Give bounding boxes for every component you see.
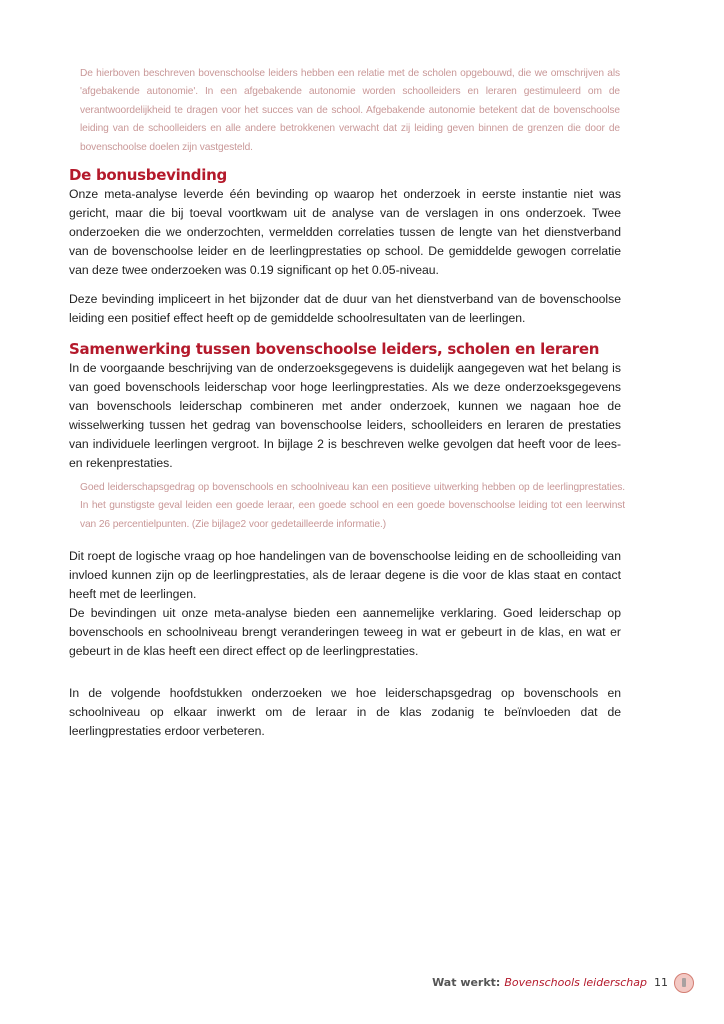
paragraph-text: De bevindingen uit onze meta-analyse bieden een aannemelijke verklaring. Goed leiderschap op bovenschools en schoolniveau brengt veranderingen teweeg in wat er gebeurt in de klas, en wat er gebeurt in de klas heeft een direct effect op de leerlingprestaties. (69, 605, 621, 658)
bonus-paragraph-2 (69, 290, 621, 328)
bonus-paragraph-1 (69, 185, 621, 280)
page-footer (432, 976, 668, 989)
paragraph-text: In de voorgaande beschrijving van de onderzoeksgegevens is duidelijk aangegeven wat het belang is van goed bovenschools leiderschap voor hoge leerlingprestaties. Als we deze onderzoeksgegevens van bovenschools leiderschap combineren met ander onderzoek, kunnen we nagaan hoe de wisselwerking tussen het gedrag van bovenschoolse leiders, schoolleiders en leraren de prestaties van individuele leerlingen vergroot. In bijlage 2 is beschreven welke gevolgen dat heeft voor de lees- en rekenprestaties. (69, 361, 621, 470)
paragraph-text: Dit roept de logische vraag op hoe handelingen van de bovenschoolse leiding en de schoolleiding van invloed kunnen zijn op de leerlingprestaties, als de leraar degene is die voor de klas staat en contact heeft met de leerlingen. (69, 549, 621, 601)
intro-quote: De hierboven beschreven bovenschoolse leiders hebben een relatie met de scholen opgebouwd, die we omschrijven als 'afgebakende autonomie'. In een afgebakende autonomie worden schoolleiders en leraren gestimuleerd om de verantwoordelijkheid te dragen voor het succes van de school. Afgebakende autonomie betekent dat de bovenschoolse leiding van de schoolleiders en alle andere betrokkenen verwacht dat zij leiding geven binnen de grenzen die door de bovenschoolse doelen zijn vastgesteld. (80, 68, 620, 153)
heading-samenwerking: Samenwerking tussen bovenschoolse leiders, scholen en leraren (69, 340, 600, 358)
page-number: 11 (654, 976, 668, 989)
heading-bonusbevinding: De bonusbevinding (69, 166, 227, 184)
samenwerking-quote: Goed leiderschapsgedrag op bovenschools en schoolniveau kan een positieve uitwerking hebben op de leerlingprestaties. In het gunstigste geval leiden een goede leraar, een goede school en een goede bovenschoolse leiding tot een leerwinst van 26 percentielpunten. (Zie bijlage2 voor gedetailleerde informatie.) (80, 482, 625, 530)
footer-subtitle: Bovenschools leiderschap (504, 976, 647, 989)
footer-label: Wat werkt: (432, 976, 501, 989)
samenwerking-paragraph-2 (69, 547, 621, 660)
paragraph-text: In de volgende hoofdstukken onderzoeken we hoe leiderschapsgedrag op bovenschools en schoolniveau op elkaar inwerkt om de leraar in de klas zodanig te beïnvloeden dat de leerlingprestaties erdoor verbeteren. (69, 686, 621, 738)
paragraph-text: Deze bevinding impliceert in het bijzonder dat de duur van het dienstverband van de bovenschoolse leiding een positief effect heeft op de gemiddelde schoolresultaten van de leerlingen. (69, 292, 621, 325)
samenwerking-paragraph-1 (69, 359, 621, 472)
paragraph-text: Onze meta-analyse leverde één bevinding op waarop het onderzoek in eerste instantie niet was gericht, maar die bij toeval voortkwam uit de analyse van de verslagen in ons onderzoek. Twee onderzoeken die we onderzochten, vermeldden correlaties tussen de lengte van het dienstverband van de bovenschoolse leider en de leerlingprestaties op school. De gemiddelde gewogen correlatie van deze twee onderzoeken was 0.19 significant op het 0.05-niveau. (69, 187, 621, 277)
page-badge-icon (674, 973, 694, 993)
samenwerking-paragraph-3 (69, 684, 621, 741)
